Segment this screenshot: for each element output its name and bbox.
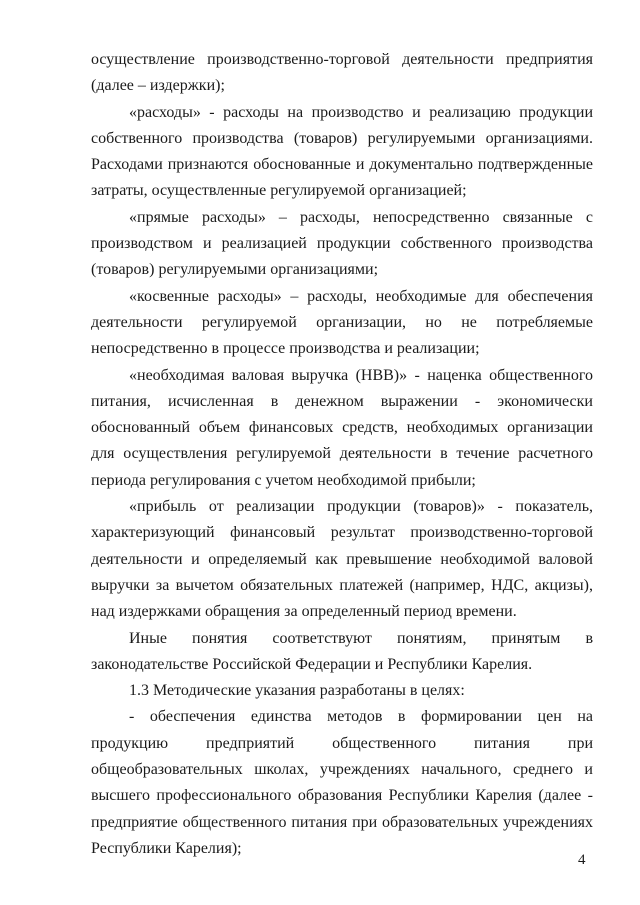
paragraph-continuation: осуществление производственно-торговой деятельности предприятия (далее – издержки); (91, 51, 593, 95)
paragraph-definition-profit: «прибыль от реализации продукции (товаров)» - показатель, характеризующий финансовый результат производственно-торговой деятельности и определяемый как превышение необходимой валовой выручки за вычетом обязательных платежей (например, НДС, акцизы), над издержками обращения за определенный период времени. (91, 498, 593, 621)
paragraph-definition-direct-expenses: «прямые расходы» – расходы, непосредственно связанные с производством и реализацией продукции собственного производства (товаров) регулируемыми организациями; (91, 208, 593, 279)
paragraph-definition-expenses: «расходы» - расходы на производство и реализацию продукции собственного производства (товаров) регулируемыми организациями. Расходами признаются обоснованные и документально подтвержденные затраты, осуществленные регулируемой организацией; (91, 103, 593, 200)
paragraph-other-concepts: Иные понятия соответствуют понятиям, принятым в законодательстве Российской Федерации и Республики Карелия. (91, 629, 593, 673)
paragraph-definition-indirect-expenses: «косвенные расходы» – расходы, необходимые для обеспечения деятельности регулируемой организации, но не потребляемые непосредственно в процессе производства и реализации; (91, 287, 593, 358)
paragraph-purpose-item: - обеспечения единства методов в формировании цен на продукцию предприятий общественного питания при общеобразовательных школах, учреждениях начального, среднего и высшего профессионального образования Республики Карелия (далее - предприятие общественного питания при образовательных учреждениях Республики Карелия); (91, 708, 593, 857)
page-number: 4 (578, 852, 586, 868)
paragraph-section-heading: 1.3 Методические указания разработаны в целях: (129, 682, 465, 700)
document-body (91, 47, 593, 862)
paragraph-definition-gross-revenue: «необходимая валовая выручка (НВВ)» - наценка общественного питания, исчисленная в денежном выражении - экономически обоснованный объем финансовых средств, необходимых организации для осуществления регулируемой деятельности в течение расчетного периода регулирования с учетом необходимой прибыли; (91, 366, 593, 489)
